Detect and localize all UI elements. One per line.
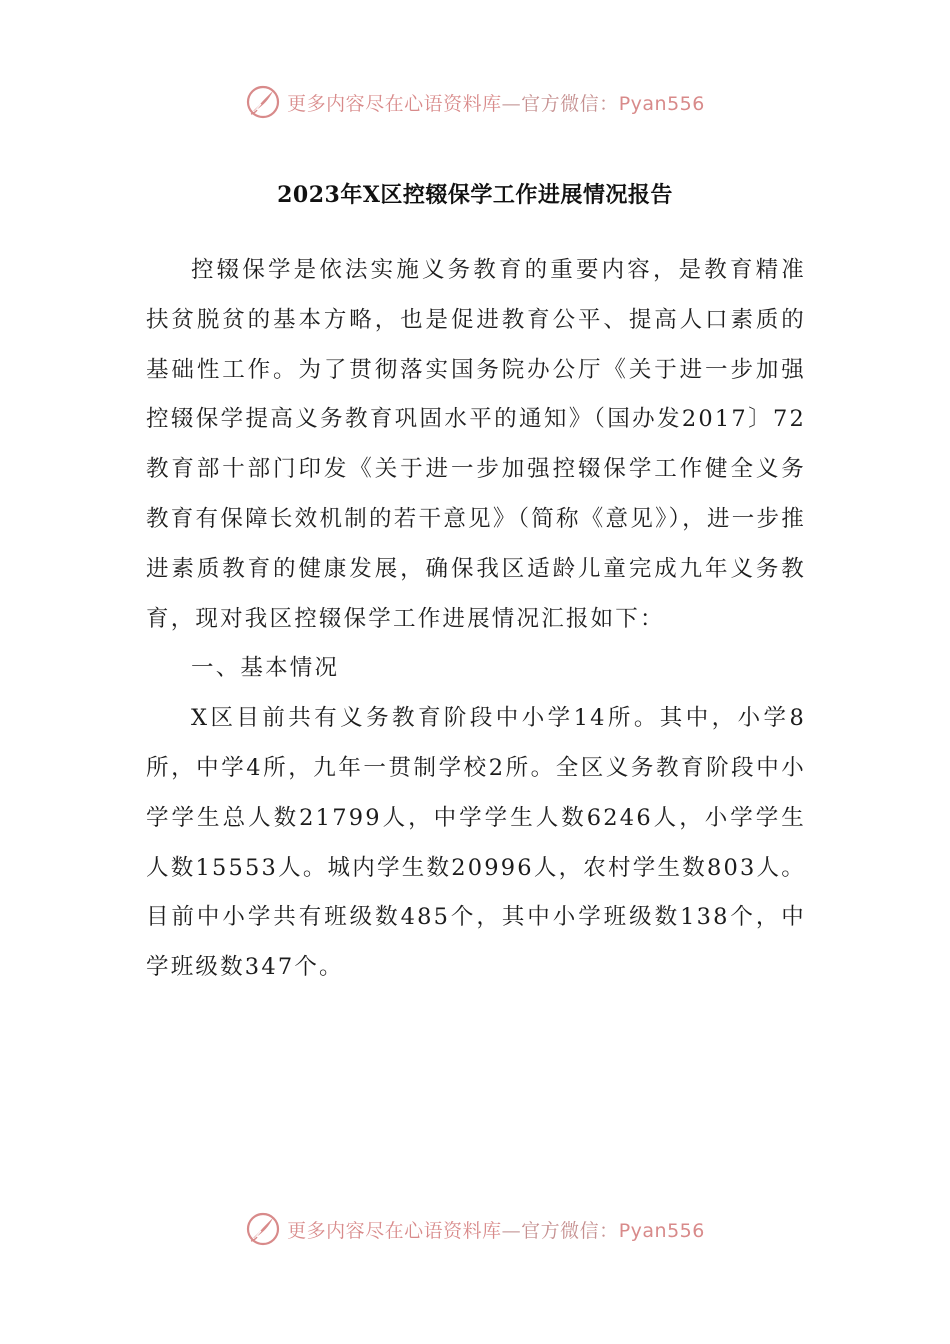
brand-line [287,89,705,116]
footer-banner [0,1211,950,1247]
brand-text: 更多内容尽在心语资料库 [287,92,502,115]
brand-dash: — [501,92,522,115]
wechat-label: 官方微信： [521,1219,619,1242]
quill-pen-icon [245,84,281,120]
brand-line [287,1216,705,1243]
wechat-label: 官方微信： [521,92,619,115]
quill-pen-icon [245,1211,281,1247]
header-banner [0,84,950,120]
document-title: 2023年X区控辍保学工作进展情况报告 [277,182,673,208]
intro-paragraph: 控辍保学是依法实施义务教育的重要内容，是教育精准扶贫脱贫的基本方略，也是促进教育公平、提高人口素质的基础性工作。为了贯彻落实国务院办公厅《关于进一步加强控辍保学提高义务教育巩固水平的通知》（国办发2017〕72教育部十部门印发《关于进一步加强控辍保学工作健全义务教育有保障长效机制的若干意见》（简称《意见》），进一步推进素质教育的健康发展，确保我区适龄儿童完成九年义务教育，现对我区控辍保学工作进展情况汇报如下： [146,257,806,632]
brand-dash: — [501,1219,522,1242]
brand-text: 更多内容尽在心语资料库 [287,1219,502,1242]
wechat-id: Pyan556 [618,1219,705,1242]
basic-info-paragraph: X区目前共有义务教育阶段中小学14所。其中，小学8所，中学4所，九年一贯制学校2所。全区义务教育阶段中小学学生总人数21799人，中学学生人数6246人，小学学生人数15553人。城内学生数20996人，农村学生数803人。目前中小学共有班级数485个，其中小学班级数138个，中学班级数347个。 [146,705,806,981]
wechat-id: Pyan556 [618,92,705,115]
section-heading: 一、基本情况 [191,655,340,682]
document-body [146,246,806,993]
